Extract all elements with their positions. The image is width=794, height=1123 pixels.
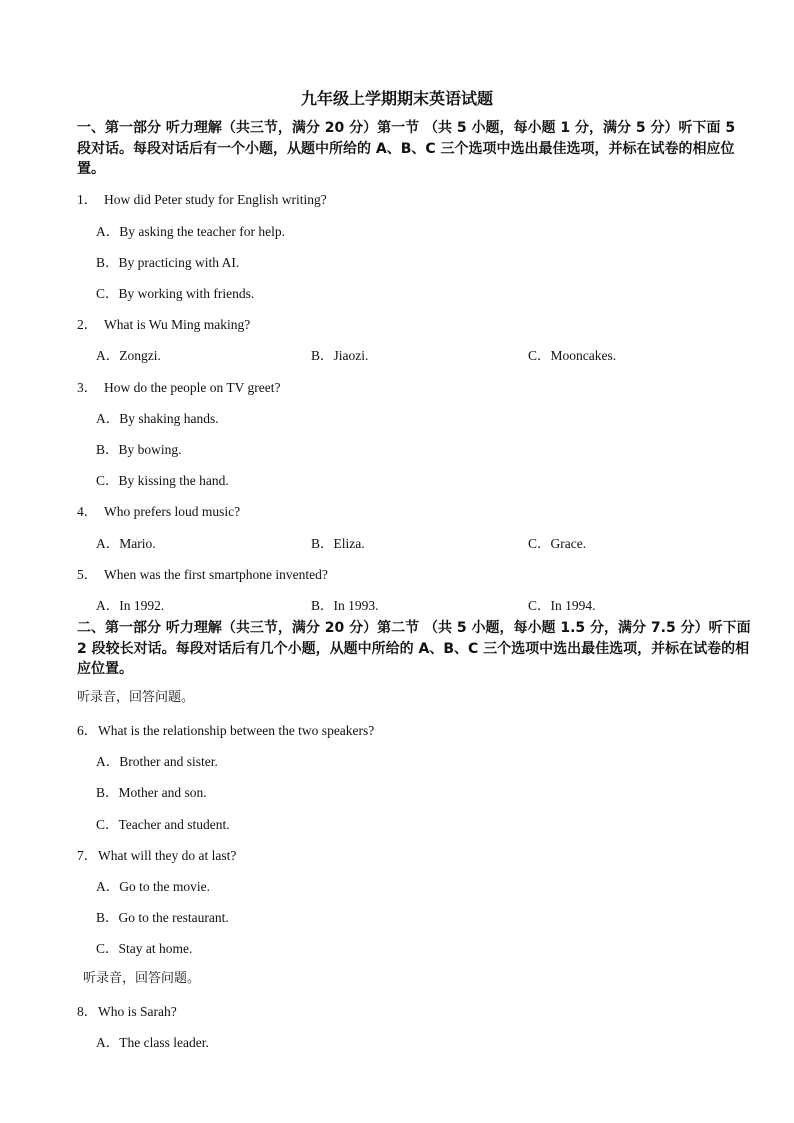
q6-option-b: B．Mother and son. [96, 785, 207, 800]
q2-option-c: C．Mooncakes. [528, 348, 617, 363]
question-text: What will they do at last? [98, 848, 237, 863]
question-number: 1． [77, 192, 98, 207]
listen-instruction: 听录音，回答问题。 [77, 690, 195, 705]
q3-option-a: A．By shaking hands. [96, 411, 219, 426]
question-1 [77, 188, 327, 208]
listen-instruction: 听录音，回答问题。 [83, 971, 201, 986]
q8-option-a: A．The class leader. [96, 1035, 209, 1050]
q1-option-b: B．By practicing with AI. [96, 255, 240, 270]
section-2-heading: 二、第一部分 听力理解（共三节，满分 20 分）第二节 （共 5 小题，每小题 1.5 分，满分 7.5 分）听下面 2 段较长对话。每段对话后有几个小题，从题中所给的 A、B、C 三个选项中选出最佳选项，并标在试卷的相应位置。 [77, 620, 751, 677]
question-number: 3． [77, 380, 98, 395]
q1-option-c: C．By working with friends. [96, 286, 255, 301]
question-number: 2． [77, 317, 98, 332]
q4-option-c: C．Grace. [528, 536, 587, 551]
question-text: What is the relationship between the two speakers? [98, 723, 375, 738]
q6-option-a: A．Brother and sister. [96, 754, 218, 769]
q3-option-c: C．By kissing the hand. [96, 473, 229, 488]
question-number: 4． [77, 504, 98, 519]
q4-option-b: B．Eliza. [311, 536, 365, 551]
q7-option-b: B．Go to the restaurant. [96, 910, 229, 925]
q4-option-a: A．Mario. [96, 536, 156, 551]
question-3 [77, 376, 280, 396]
q5-option-c: C．In 1994. [528, 598, 596, 613]
question-2 [77, 313, 250, 333]
question-text: How do the people on TV greet? [104, 380, 281, 395]
q7-option-c: C．Stay at home. [96, 941, 193, 956]
question-text: When was the first smartphone invented? [104, 567, 328, 582]
question-number: 5． [77, 567, 98, 582]
q7-option-a: A．Go to the movie. [96, 879, 210, 894]
page-title: 九年级上学期期末英语试题 [300, 89, 493, 108]
q5-option-a: A．In 1992. [96, 598, 165, 613]
q2-option-a: A．Zongzi. [96, 348, 161, 363]
question-5 [77, 563, 328, 583]
question-text: How did Peter study for English writing? [104, 192, 327, 207]
question-7 [77, 844, 236, 864]
section-1-heading: 一、第一部分 听力理解（共三节，满分 20 分）第一节 （共 5 小题，每小题 1 分，满分 5 分）听下面 5 段对话。每段对话后有一个小题，从题中所给的 A、B、C 三个选项中选出最佳选项，并标在试卷的相应位置。 [77, 120, 736, 177]
question-4 [77, 500, 240, 520]
question-number: 6． [77, 723, 98, 738]
q3-option-b: B．By bowing. [96, 442, 182, 457]
question-text: Who is Sarah? [98, 1004, 177, 1019]
q2-option-b: B．Jiaozi. [311, 348, 369, 363]
question-text: What is Wu Ming making? [104, 317, 251, 332]
q1-option-a: A．By asking the teacher for help. [96, 224, 285, 239]
question-number: 7． [77, 848, 98, 863]
question-6 [77, 719, 374, 739]
q5-option-b: B．In 1993. [311, 598, 379, 613]
question-8 [77, 1000, 177, 1020]
question-number: 8． [77, 1004, 98, 1019]
q6-option-c: C．Teacher and student. [96, 817, 230, 832]
question-text: Who prefers loud music? [104, 504, 241, 519]
